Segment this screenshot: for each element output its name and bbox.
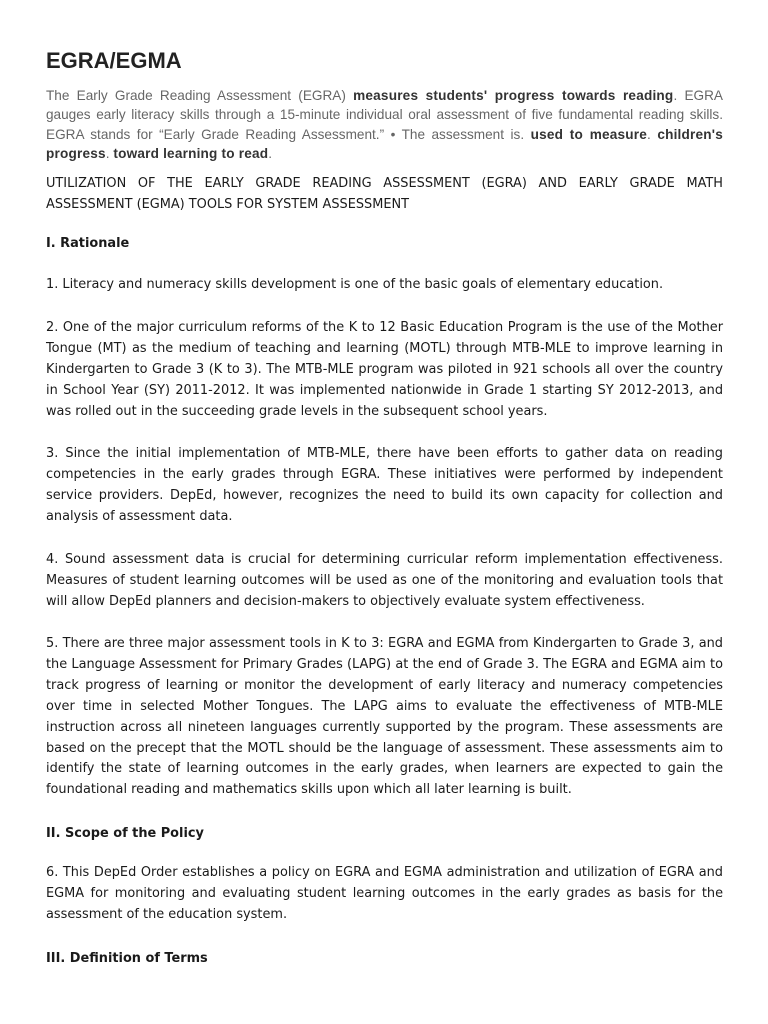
- intro-bold-4: toward learning to read: [113, 146, 269, 162]
- section-heading-definitions: III. Definition of Terms: [46, 951, 208, 966]
- document-heading: UTILIZATION OF THE EARLY GRADE READING ASSESSMENT (EGRA) AND EARLY GRADE MATH ASSESSMENT (EGMA) TOOLS FOR SYSTEM ASSESSMENT: [46, 176, 723, 212]
- section-heading-scope: II. Scope of the Policy: [46, 826, 204, 841]
- page-title: EGRA/EGMA: [46, 48, 182, 73]
- paragraph-1: 1. Literacy and numeracy skills development is one of the basic goals of elementary education.: [46, 277, 664, 292]
- paragraph-6: 6. This DepEd Order establishes a policy on EGRA and EGMA administration and utilization of EGRA and EGMA for monitoring and evaluating student learning outcomes in the early grades as basis for the assessment of the education system.: [46, 865, 723, 922]
- paragraph-3: 3. Since the initial implementation of MTB-MLE, there have been efforts to gather data on reading competencies in the early grades through EGRA. These initiatives were performed by independent service providers. DepEd, however, recognizes the need to build its own capacity for collection and analysis of assessment data.: [46, 446, 723, 524]
- intro-text-3: .: [647, 126, 658, 142]
- intro-text-2: . EGRA gauges early literacy skills through a 15-minute individual oral assessment of five fundamental reading skills. EGRA stands for “Early Grade Reading Assessment.” • The assessment is.: [46, 88, 723, 142]
- paragraph-2: 2. One of the major curriculum reforms of the K to 12 Basic Education Program is the use of the Mother Tongue (MT) as the medium of teaching and learning (MOTL) through MTB-MLE to improve learning in Kindergarten to Grade 3 (K to 3). The MTB-MLE program was piloted in 921 schools all over the country in School Year (SY) 2011-2012. It was implemented nationwide in Grade 1 starting SY 2012-2013, and was rolled out in the succeeding grade levels in the subsequent school years.: [46, 320, 723, 419]
- intro-bold-3: children's progress: [46, 126, 723, 162]
- intro-bold-2: used to measure: [530, 126, 648, 142]
- intro-bold-1: measures students' progress towards reading: [353, 88, 674, 103]
- intro-text-1: The Early Grade Reading Assessment (EGRA): [46, 88, 354, 103]
- intro-summary: [46, 86, 723, 164]
- paragraph-5: 5. There are three major assessment tools in K to 3: EGRA and EGMA from Kindergarten to Grade 3, and the Language Assessment for Primary Grades (LAPG) at the end of Grade 3. The EGRA and EGMA aim to track progress of learning or monitor the development of early literacy and numeracy competencies over time in selected Mother Tongues. The LAPG aims to evaluate the effectiveness of MTB-MLE instruction across all nineteen languages currently supported by the program. These assessments are based on the precept that the MOTL should be the language of assessment. These assessments aim to identify the state of learning outcomes in the early grades, when learners are expected to gain the foundational reading and mathematics skills upon which all later learning is built.: [46, 636, 723, 798]
- intro-text-5: .: [268, 146, 273, 162]
- section-heading-rationale: I. Rationale: [46, 236, 130, 251]
- paragraph-4: 4. Sound assessment data is crucial for determining curricular reform implementation effectiveness. Measures of student learning outcomes will be used as one of the monitoring and evaluation tools that will allow DepEd planners and decision-makers to objectively evaluate system effectiveness.: [46, 552, 723, 609]
- intro-text-4: .: [105, 146, 114, 162]
